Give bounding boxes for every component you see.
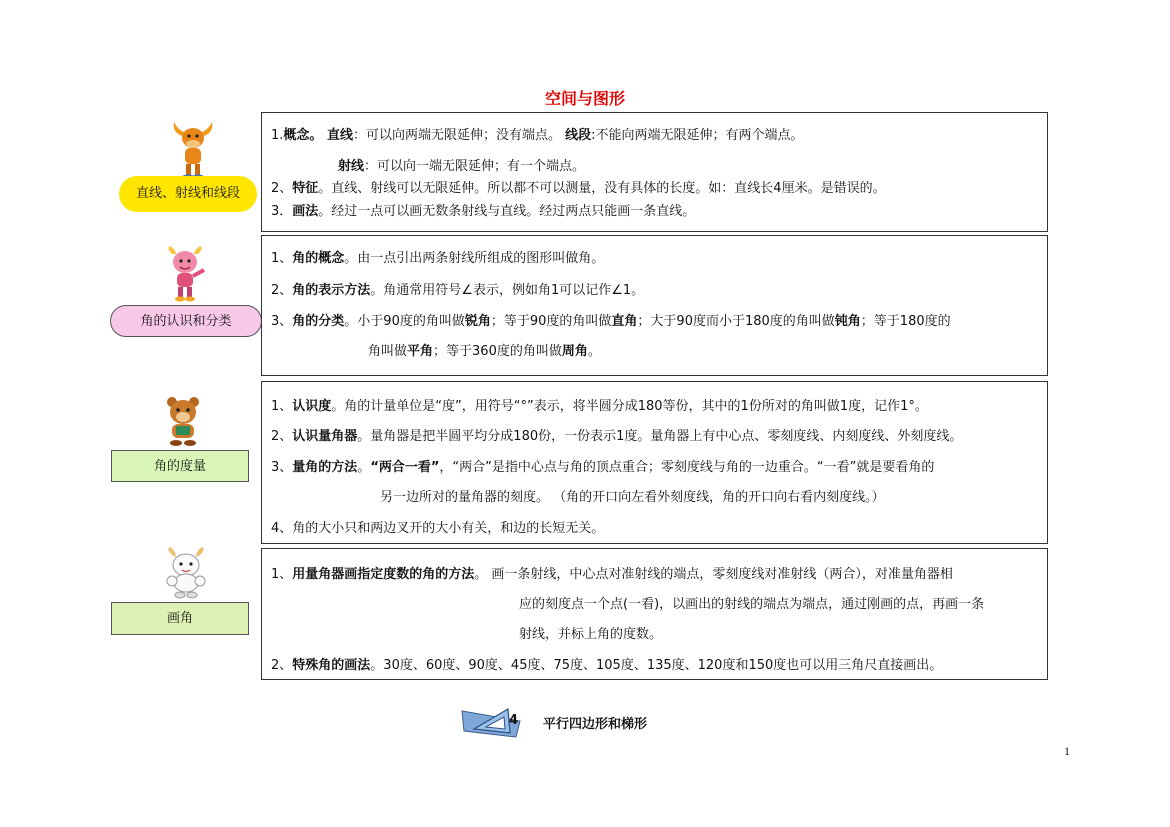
section-box-draw bbox=[261, 548, 1048, 680]
section-label: 角的认识和分类 bbox=[110, 305, 262, 337]
text-line: 射线：可以向一端无限延伸；有一个端点。 bbox=[338, 159, 586, 174]
text-line: 1.概念。 直线：可以向两端无限延伸；没有端点。 线段:不能向两端无限延伸；有两个端点。 bbox=[271, 128, 804, 143]
text-line: 2、特征。直线、射线可以无限延伸。所以都不可以测量，没有具体的长度。如：直线长4厘米。是错误的。 bbox=[271, 181, 886, 196]
text-line: 2、认识量角器。量角器是把半圆平均分成180份，一份表示1度。量角器上有中心点、零刻度线、内刻度线、外刻度线。 bbox=[271, 429, 963, 444]
page-number: 1 bbox=[1064, 744, 1070, 758]
text-line: 3、量角的方法。“两合一看”，“两合”是指中心点与角的顶点重合；零刻度线与角的一边重合。“一看”就是要看角的 bbox=[271, 460, 935, 475]
page-title: 空间与图形 bbox=[544, 89, 625, 108]
text-line: 射线，并标上角的度数。 bbox=[519, 627, 663, 642]
section-box-lines bbox=[261, 112, 1048, 232]
text-line: 3、角的分类。小于90度的角叫做锐角；等于90度的角叫做直角；大于90度而小于180度的角叫做钝角；等于180度的 bbox=[271, 314, 951, 329]
text-line: 2、特殊角的画法。30度、60度、90度、45度、75度、105度、135度、120度和150度也可以用三角尺直接画出。 bbox=[271, 658, 943, 673]
pink-goat-mascot-icon bbox=[162, 244, 208, 302]
text-line: 1、角的概念。由一点引出两条射线所组成的图形叫做角。 bbox=[271, 251, 605, 266]
bull-mascot-icon bbox=[168, 116, 218, 180]
section-label: 直线、射线和线段 bbox=[119, 176, 257, 212]
section-box-angles bbox=[261, 235, 1048, 376]
chapter-title: 平行四边形和梯形 bbox=[543, 717, 648, 732]
text-line: 1、用量角器画指定度数的角的方法。 画一条射线，中心点对准射线的端点，零刻度线对准射线（两合），对准量角器相 bbox=[271, 567, 953, 582]
text-line: 4、角的大小只和两边叉开的大小有关，和边的长短无关。 bbox=[271, 521, 605, 536]
goat-mascot-icon bbox=[160, 547, 212, 599]
chapter-number: 4 bbox=[509, 713, 519, 728]
section-label: 画角 bbox=[111, 602, 249, 635]
section-label: 角的度量 bbox=[111, 450, 249, 482]
text-line: 3．画法。经过一点可以画无数条射线与直线。经过两点只能画一条直线。 bbox=[271, 204, 696, 219]
text-line: 角叫做平角；等于360度的角叫做周角。 bbox=[368, 344, 601, 359]
text-line: 应的刻度点一个点(一看)，以画出的射线的端点为端点，通过刚画的点，再画一条 bbox=[519, 597, 985, 612]
section-box-measure bbox=[261, 381, 1048, 544]
text-line: 2、角的表示方法。角通常用符号∠表示，例如角1可以记作∠1。 bbox=[271, 283, 645, 298]
text-line: 1、认识度。角的计量单位是“度”，用符号“°”表示，将半圆分成180等份，其中的1份所对的角叫做1度，记作1°。 bbox=[271, 399, 928, 414]
text-line: 另一边所对的量角器的刻度。 （角的开口向左看外刻度线，角的开口向右看内刻度线。） bbox=[380, 490, 885, 505]
bear-mascot-icon bbox=[160, 394, 206, 448]
